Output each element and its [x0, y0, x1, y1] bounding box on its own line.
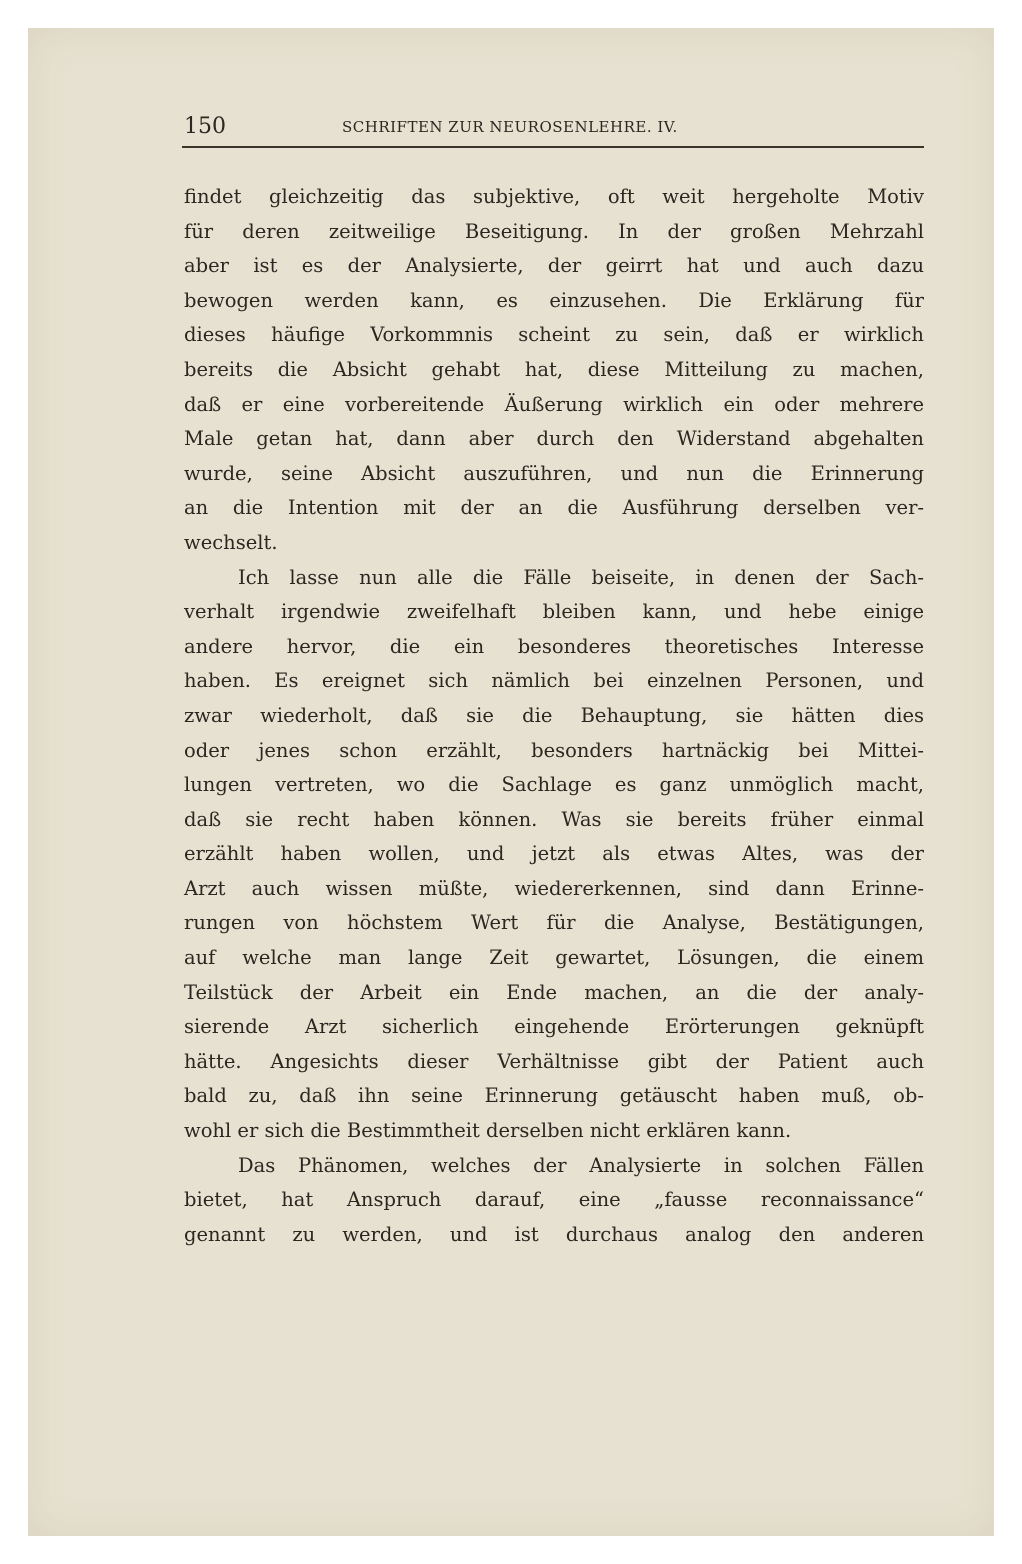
text-line: erzählt haben wollen, und jetzt als etwas Altes, was der [184, 842, 924, 866]
text-line: bald zu, daß ihn seine Erinnerung getäuscht haben muß, ob- [184, 1084, 924, 1108]
text-line: bereits die Absicht gehabt hat, diese Mitteilung zu machen, [184, 357, 924, 381]
running-head: SCHRIFTEN ZUR NEUROSENLEHRE. IV. [342, 118, 678, 136]
text-line: Teilstück der Arbeit ein Ende machen, an die der analy- [184, 980, 924, 1004]
text-line: oder jenes schon erzählt, besonders hartnäckig bei Mittei- [184, 738, 924, 762]
text-line: auf welche man lange Zeit gewartet, Lösungen, die einem [184, 946, 924, 970]
text-line: genannt zu werden, und ist durchaus analog den anderen [184, 1222, 924, 1246]
text-line: Das Phänomen, welches der Analysierte in solchen Fällen [238, 1153, 924, 1177]
text-line: andere hervor, die ein besonderes theoretisches Interesse [184, 634, 924, 658]
text-line: Male getan hat, dann aber durch den Widerstand abgehalten [184, 427, 924, 451]
text-line: rungen von höchstem Wert für die Analyse, Bestätigungen, [184, 911, 924, 935]
text-line: verhalt irgendwie zweifelhaft bleiben kann, und hebe einige [184, 600, 924, 624]
text-line: daß sie recht haben können. Was sie bereits früher einmal [184, 807, 924, 831]
text-line: wohl er sich die Bestimmtheit derselben nicht erklären kann. [184, 1119, 792, 1143]
text-line: bietet, hat Anspruch darauf, eine „fausse reconnaissance“ [184, 1188, 924, 1212]
text-line: wechselt. [184, 530, 278, 554]
header-rule [182, 146, 924, 148]
text-line: daß er eine vorbereitende Äußerung wirklich ein oder mehrere [184, 392, 924, 416]
text-line: wurde, seine Absicht auszuführen, und nun die Erinnerung [184, 461, 924, 485]
text-line: für deren zeitweilige Beseitigung. In der großen Mehrzahl [184, 219, 924, 243]
text-line: hätte. Angesichts dieser Verhältnisse gibt der Patient auch [184, 1049, 924, 1073]
text-line: dieses häufige Vorkommnis scheint zu sein, daß er wirklich [184, 323, 924, 347]
paragraph [184, 561, 924, 1149]
text-line: haben. Es ereignet sich nämlich bei einzelnen Personen, und [184, 669, 924, 693]
text-line: bewogen werden kann, es einzusehen. Die Erklärung für [184, 288, 924, 312]
page-number: 150 [184, 114, 226, 139]
text-line: sierende Arzt sicherlich eingehende Erörterungen geknüpft [184, 1015, 924, 1039]
paragraph [184, 1149, 924, 1253]
text-line: lungen vertreten, wo die Sachlage es ganz unmöglich macht, [184, 773, 924, 797]
text-line: aber ist es der Analysierte, der geirrt hat und auch dazu [184, 254, 924, 278]
text-line: zwar wiederholt, daß sie die Behauptung, sie hätten dies [184, 703, 924, 727]
page-header [184, 114, 924, 144]
text-line: findet gleichzeitig das subjektive, oft weit hergeholte Motiv [184, 185, 924, 208]
paragraph [184, 180, 924, 561]
text-line: Ich lasse nun alle die Fälle beiseite, in denen der Sach- [238, 565, 924, 589]
text-line: Arzt auch wissen müßte, wiedererkennen, sind dann Erinne- [184, 876, 924, 900]
text-line: an die Intention mit der an die Ausführung derselben ver- [184, 496, 924, 520]
body-text [184, 180, 924, 1252]
